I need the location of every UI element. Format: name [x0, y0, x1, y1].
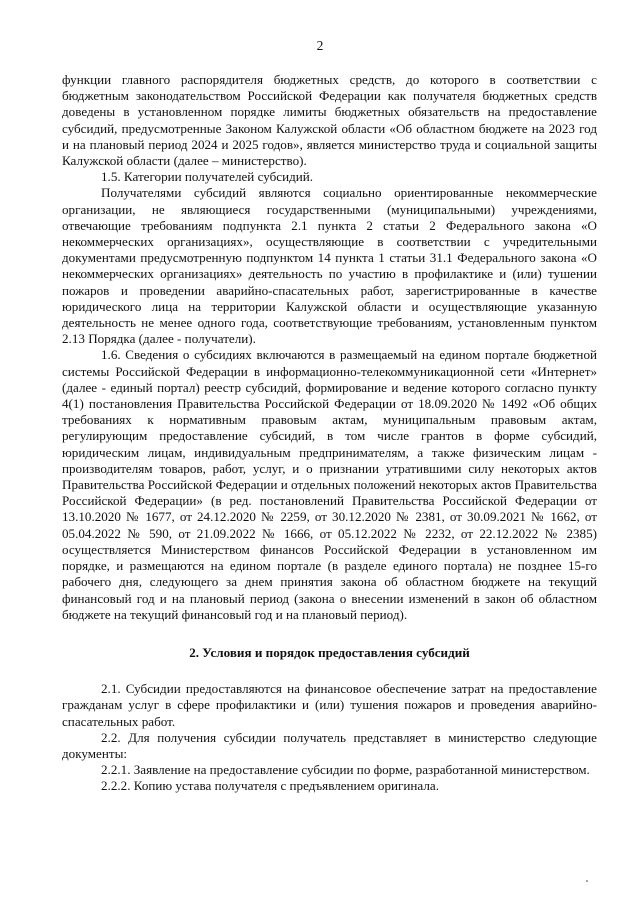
paragraph-2-1: 2.1. Субсидии предоставляются на финансовое обеспечение затрат на предоставление гражданам услуг в сфере профилактики и (или) тушения пожаров и проведения аварийно-спасательных работ. — [62, 681, 597, 729]
paragraph-1-6: 1.6. Сведения о субсидиях включаются в размещаемый на едином портале бюджетной системы Российской Федерации в информационно-телекоммуникационной сети «Интернет» (далее - единый портал) реестр субсидий, формирование и ведение которого согласно пункту 4(1) постановления Правительства Российской Федерации от 18.09.2020 № 1492 «Об общих требованиях к нормативным правовым актам, муниципальным правовым актам, регулирующим предоставление субсидий, в том числе грантов в форме субсидий, юридическим лицам, индивидуальным предпринимателям, а также физическим лицам - производителям товаров, работ, услуг, и о признании утратившими силу некоторых актов Правительства Российской Федерации и отдельных положений некоторых актов Правительства Российской Федерации» (в ред. постановлений Правительства Российской Федерации от 13.10.2020 № 1677, от 24.12.2020 № 2259, от 30.12.2020 № 2381, от 30.09.2021 № 1662, от 05.04.2022 № 590, от 21.09.2022 № 1666, от 05.12.2022 № 2232, от 22.12.2022 № 2385) осуществляется Министерством финансов Российской Федерации в установленном им порядке, и размещаются на едином портале (в разделе единого портала) не позднее 15-го рабочего дня, следующего за днем принятия закона об областном бюджете на текущий финансовый год и на плановый период (закона о внесении изменений в закон об областном бюджете на текущий финансовый год и на плановый период). — [62, 347, 597, 622]
paragraph-2-2-1: 2.2.1. Заявление на предоставление субсидии по форме, разработанной министерством. — [101, 762, 590, 778]
paragraph-1-5: 1.5. Категории получателей субсидий. — [101, 169, 314, 185]
paragraph-intro: функции главного распорядителя бюджетных средств, до которого в соответствии с бюджетным законодательством Российской Федерации как получателя бюджетных средств доведены в установленном порядке лимиты бюджетных обязательств на предоставление субсидий, предусмотренные Законом Калужской области «Об областном бюджете на 2023 год и на плановый период 2024 и 2025 годов», является министерство труда и социальной защиты Калужской области (далее – министерство). — [62, 72, 597, 169]
document-body — [62, 72, 597, 795]
paragraph-2-2: 2.2. Для получения субсидии получатель представляет в министерство следующие документы: — [62, 729, 597, 761]
section-heading: 2. Условия и порядок предоставления субсидий — [189, 644, 470, 660]
paragraph-recipients: Получателями субсидий являются социально ориентированные некоммерческие организации, не являющиеся государственными (муниципальными) учреждениями, отвечающие требованиям подпункта 2.1 пункта 2 статьи 2 Федерального закона «О некоммерческих организациях», осуществляющие в соответствии с учредительными документами предусмотренную подпунктом 14 пункта 1 статьи 31.1 Федерального закона «О некоммерческих организациях» деятельность по участию в профилактике и (или) тушении пожаров и проведении аварийно-спасательных работ, зарегистрированные в качестве юридического лица на территории Калужской области и осуществляющие указанную деятельность не менее одного года, соответствующие требованиям, установленным пунктом 2.13 Порядка (далее - получатели). — [62, 185, 597, 347]
scan-speck — [586, 880, 588, 882]
page-number: 2 — [316, 38, 324, 53]
paragraph-2-2-2: 2.2.2. Копию устава получателя с предъявлением оригинала. — [101, 778, 439, 794]
